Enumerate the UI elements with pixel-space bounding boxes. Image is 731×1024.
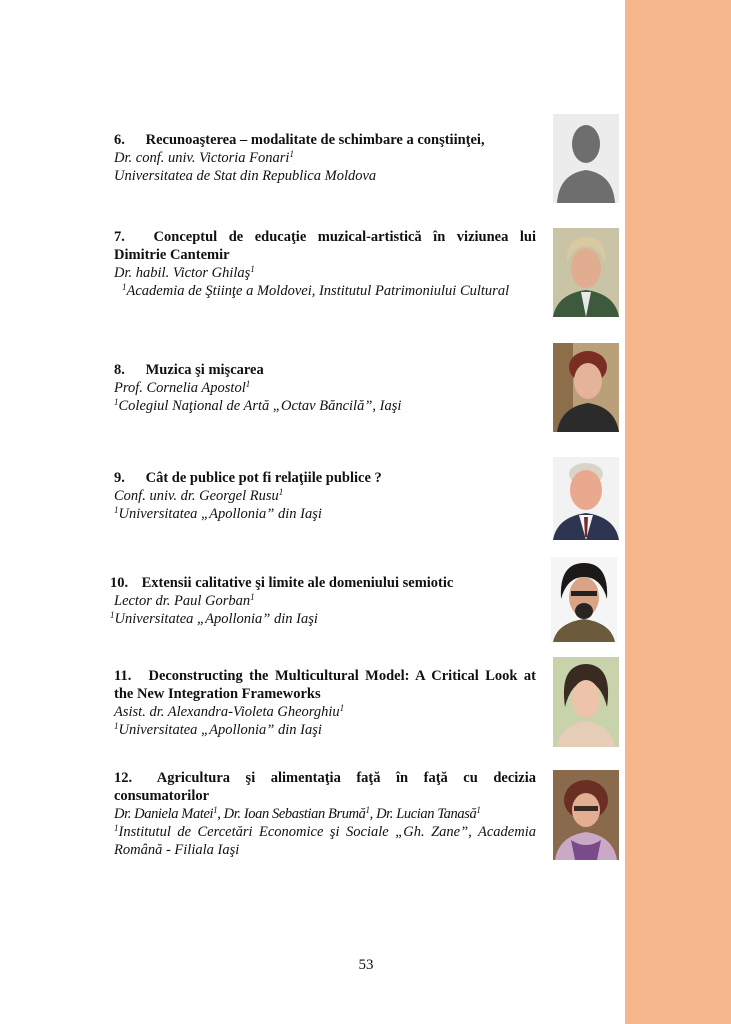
entry-title: 11. Deconstructing the Multicultural Model: A Critical Look at the New Integration Frameworks <box>114 668 537 702</box>
placeholder-silhouette-image <box>553 114 619 203</box>
portrait-paul-gorban-image <box>551 557 617 642</box>
entry-authors: Prof. Cornelia Apostol$^1$ <box>114 379 251 396</box>
entry-9 <box>114 469 536 523</box>
entry-12 <box>114 769 536 859</box>
portrait-cornelia-apostol-image <box>553 343 619 432</box>
entry-title: 10. Extensii calitative şi limite ale domeniului semiotic <box>110 575 454 591</box>
entry-affiliation: $^1$Universitatea „Apollonia” din Iaşi <box>114 505 322 522</box>
entry-authors: Dr. Daniela Matei$^1$, Dr. Ioan Sebastian Brumă$^1$, Dr. Lucian Tanasă$^1$ <box>114 805 481 822</box>
entry-affiliation: $^1$Universitatea „Apollonia” din Iaşi <box>110 610 318 627</box>
entry-authors: Conf. univ. dr. Georgel Rusu$^1$ <box>114 487 284 504</box>
entry-6 <box>114 131 536 185</box>
entry-title: 7. Conceptul de educaţie muzical-artistică în viziunea lui Dimitrie Cantemir <box>114 229 537 263</box>
side-color-band <box>625 0 731 1024</box>
entry-affiliation: $^1$Institutul de Cercetări Economice şi Sociale „Gh. Zane”, Academia Română - Filiala Iaşi <box>114 823 536 858</box>
entry-affiliation: $^1$Colegiul Naţional de Artă „Octav Băncilă”, Iaşi <box>114 397 402 414</box>
entry-authors: Lector dr. Paul Gorban$^1$ <box>114 592 255 609</box>
entry-title: 9. Cât de publice pot fi relaţiile publice ? <box>114 470 382 486</box>
page-number: 53 <box>358 957 374 973</box>
portrait-victor-ghilas-image <box>553 228 619 317</box>
entry-authors: Asist. dr. Alexandra-Violeta Gheorghiu$^1$ <box>114 703 345 720</box>
entry-authors: Dr. habil. Victor Ghilaş$^1$ <box>114 264 255 281</box>
entry-11 <box>114 667 536 739</box>
entry-8 <box>114 361 536 415</box>
entry-title: 12. Agricultura şi alimentaţia faţă în faţă cu decizia consumatorilor <box>114 770 537 804</box>
entry-title: 6. Recunoaşterea – modalitate de schimbare a conştiinţei, <box>114 132 485 148</box>
portrait-daniela-matei-image <box>553 770 619 860</box>
entry-affiliation: $^1$Academia de Ştiinţe a Moldovei, Institutul Patrimoniului Cultural <box>122 282 510 299</box>
entry-authors: Dr. conf. univ. Victoria Fonari$^1$ <box>114 149 294 166</box>
entry-affiliation: $^1$Universitatea „Apollonia” din Iaşi <box>114 721 322 738</box>
entry-7 <box>114 228 536 300</box>
entry-affiliation: Universitatea de Stat din Republica Moldova <box>114 168 377 184</box>
entry-title: 8. Muzica şi mişcarea <box>114 362 264 378</box>
entry-10 <box>110 574 536 628</box>
portrait-georgel-rusu-image <box>553 457 619 540</box>
portrait-alexandra-gheorghiu-image <box>553 657 619 747</box>
